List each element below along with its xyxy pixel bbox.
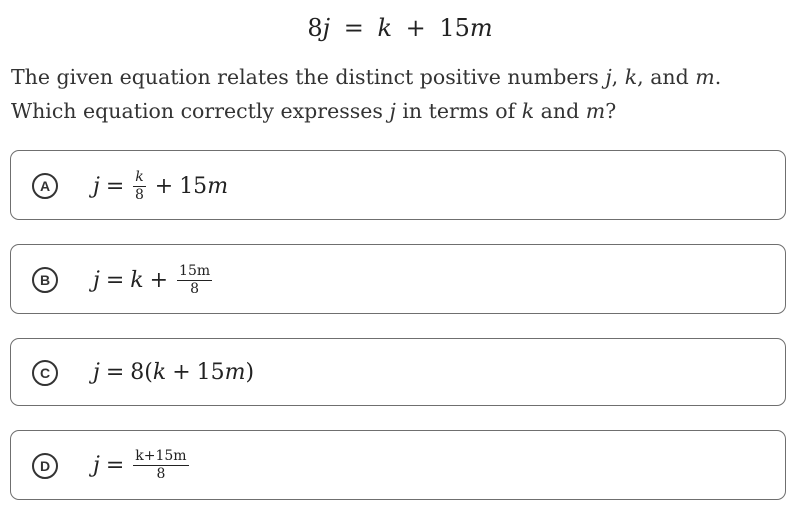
- choice-d[interactable]: [10, 430, 786, 500]
- var-j: j: [93, 359, 100, 385]
- var-j: j: [93, 267, 100, 293]
- fraction-numerator: 15m: [179, 262, 211, 279]
- eq-rhs-var2: m: [469, 14, 493, 42]
- eq-equals: =: [343, 14, 364, 42]
- fraction-denominator: 8: [190, 280, 200, 297]
- fraction: [177, 264, 212, 297]
- fraction-denominator: 8: [135, 186, 144, 203]
- close-paren: ): [245, 359, 255, 385]
- var-j: j: [605, 65, 612, 89]
- var-m: m: [224, 359, 246, 385]
- choice-letter-badge: D: [32, 453, 58, 479]
- choice-b[interactable]: [10, 244, 786, 314]
- prompt-text: and: [534, 99, 586, 123]
- coefficient: 8(: [130, 359, 153, 385]
- choice-letter-badge: C: [32, 360, 58, 386]
- equals-sign: =: [105, 359, 125, 385]
- fraction: [133, 170, 145, 203]
- var-k: k: [130, 267, 144, 293]
- var-k: k: [152, 359, 167, 385]
- choice-letter-badge: B: [32, 267, 58, 293]
- given-equation: [0, 14, 800, 42]
- var-m: m: [585, 99, 606, 123]
- choice-letter-badge: A: [32, 173, 58, 199]
- fraction: [133, 449, 188, 482]
- equals-sign: =: [105, 173, 125, 199]
- equals-sign: =: [105, 267, 125, 293]
- choice-a[interactable]: [10, 150, 786, 220]
- eq-plus: +: [405, 14, 426, 42]
- fraction-numerator: k: [135, 168, 144, 185]
- prompt-line-2: [11, 94, 791, 128]
- coefficient: 15: [179, 173, 208, 199]
- prompt-text: The given equation relates the distinct positive numbers: [11, 65, 606, 89]
- fraction-numerator: k+15m: [135, 447, 187, 464]
- eq-rhs-coef: 15: [439, 14, 470, 42]
- var-m: m: [207, 173, 229, 199]
- plus-sign: +: [149, 267, 169, 293]
- choice-expression: [93, 263, 215, 297]
- eq-lhs-coef: 8: [307, 14, 323, 42]
- var-j: j: [93, 452, 100, 478]
- prompt-text: ,: [611, 65, 625, 89]
- eq-rhs-var1: k: [377, 14, 392, 42]
- var-j: j: [389, 99, 396, 123]
- prompt-text: Which equation correctly expresses: [11, 99, 390, 123]
- prompt-line-1: [11, 60, 791, 94]
- choice-expression: [93, 357, 254, 387]
- plus-sign: +: [154, 173, 174, 199]
- prompt-text: , and: [637, 65, 696, 89]
- var-k: k: [624, 65, 638, 89]
- var-k: k: [521, 99, 535, 123]
- fraction-denominator: 8: [156, 465, 166, 482]
- eq-lhs-var: j: [322, 14, 331, 42]
- plus-sign: +: [172, 359, 191, 385]
- coefficient: 15: [196, 359, 225, 385]
- choice-expression: [93, 168, 229, 203]
- question-prompt: [11, 60, 791, 128]
- choice-expression: [93, 448, 192, 482]
- prompt-text: .: [714, 65, 722, 89]
- prompt-text: in terms of: [395, 99, 522, 123]
- choice-c[interactable]: [10, 338, 786, 406]
- var-j: j: [93, 173, 100, 199]
- var-m: m: [695, 65, 715, 89]
- prompt-text: ?: [605, 99, 617, 123]
- equals-sign: =: [105, 452, 125, 478]
